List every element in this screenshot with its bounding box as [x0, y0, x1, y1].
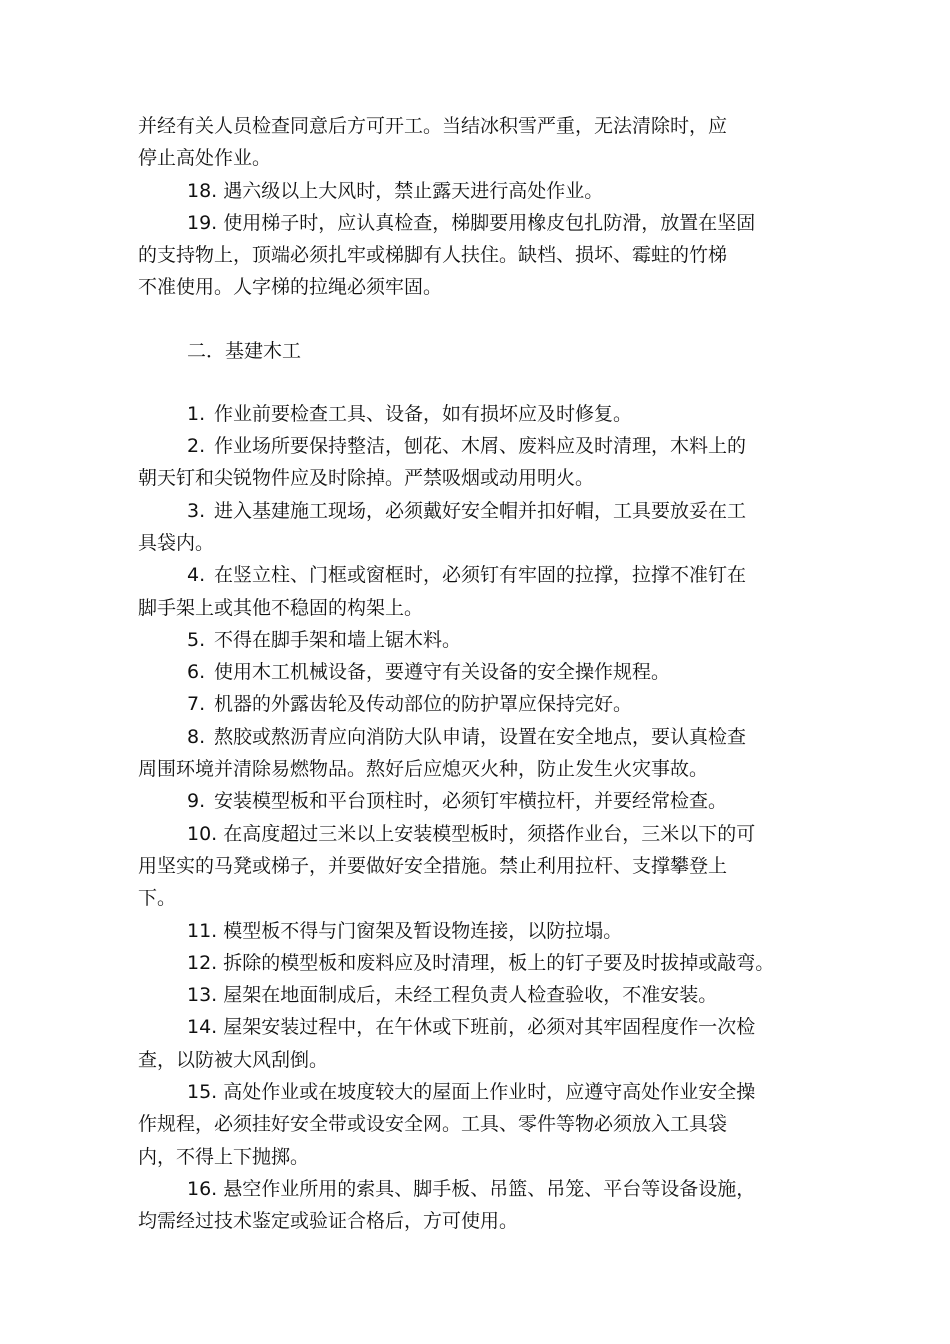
spacer: [138, 304, 828, 335]
text-line: 脚手架上或其他不稳固的构架上。: [138, 596, 424, 619]
item-text: 熬胶或熬沥青应向消防大队申请，设置在安全地点，要认真检查: [214, 725, 747, 748]
list-item: 11. 模型板不得与门窗架及暂设物连接，以防拉塌。: [187, 919, 623, 942]
item-text: 不得在脚手架和墙上锯木料。: [214, 628, 462, 651]
item-number: 9.: [187, 790, 206, 813]
list-item: 15. 高处作业或在坡度较大的屋面上作业时，应遵守高处作业安全操: [187, 1081, 756, 1104]
item-text: 使用木工机械设备，要遵守有关设备的安全操作规程。: [214, 661, 671, 684]
list-item: 14. 屋架安装过程中，在午休或下班前，必须对其牢固程度作一次检: [187, 1016, 756, 1039]
list-item: [138, 721, 828, 753]
text-line: 下。: [138, 887, 177, 910]
document-page: [138, 110, 828, 1238]
spacer: [138, 367, 828, 398]
text-line: 具袋内。: [138, 531, 215, 554]
text-line: 的支持物上，顶端必须扎牢或梯脚有人扶住。缺档、损坏、霉蛀的竹梯: [138, 244, 728, 267]
list-item: [138, 688, 828, 720]
item-text: 机器的外露齿轮及传动部位的防护罩应保持完好。: [214, 693, 633, 716]
text-line: 作规程，必须挂好安全带或设安全网。工具、零件等物必须放入工具袋: [138, 1113, 728, 1136]
item-text: 在竖立柱、门框或窗框时，必须钉有牢固的拉撑，拉撑不准钉在: [214, 564, 747, 587]
text-line: 查，以防被大风刮倒。: [138, 1048, 329, 1071]
list-item: 16. 悬空作业所用的索具、脚手板、吊篮、吊笼、平台等设备设施，: [187, 1177, 756, 1200]
item-number: 4.: [187, 564, 206, 587]
item-number: 6.: [187, 661, 206, 684]
item-number: 8.: [187, 725, 206, 748]
item-number: 7.: [187, 693, 206, 716]
item-number: 2.: [187, 435, 206, 458]
text-line: 并经有关人员检查同意后方可开工。当结冰积雪严重，无法清除时，应: [138, 115, 728, 137]
list-item: [138, 559, 828, 591]
text-line: 周围环境并清除易燃物品。熬好后应熄灭火种，防止发生火灾事故。: [138, 758, 709, 781]
text-line: 内，不得上下抛掷。: [138, 1145, 310, 1168]
list-item: [138, 656, 828, 688]
list-item: [138, 624, 828, 656]
list-item: [138, 398, 828, 430]
text-line: 朝天钉和尖锐物件应及时除掉。严禁吸烟或动用明火。: [138, 467, 595, 490]
item-number: 5.: [187, 628, 206, 651]
list-item: [138, 495, 828, 527]
text-line: 不准使用。人字梯的拉绳必须牢固。: [138, 276, 443, 299]
text-line: 均需经过技术鉴定或验证合格后，方可使用。: [138, 1210, 519, 1233]
text-line: 停止高处作业。: [138, 147, 272, 170]
item-text: 作业前要检查工具、设备，如有损坏应及时修复。: [214, 402, 633, 425]
list-item: 10. 在高度超过三米以上安装模型板时，须搭作业台，三米以下的可: [187, 822, 756, 845]
item-number: 3.: [187, 499, 206, 522]
item-text: 进入基建施工现场，必须戴好安全帽并扣好帽，工具要放妥在工: [214, 499, 747, 522]
item-text: 安装模型板和平台顶柱时，必须钉牢横拉杆，并要经常检查。: [214, 790, 728, 813]
text-line: 用坚实的马凳或梯子，并要做好安全措施。禁止利用拉杆、支撑攀登上: [138, 854, 728, 877]
section-heading: 二．基建木工: [187, 339, 302, 362]
list-item: [138, 430, 828, 462]
list-item: 12. 拆除的模型板和废料应及时清理，板上的钉子要及时拔掉或敲弯。: [187, 951, 775, 974]
item-text: 作业场所要保持整洁，刨花、木屑、废料应及时清理，木料上的: [214, 435, 747, 458]
list-item: [138, 785, 828, 817]
item-number: 1.: [187, 402, 206, 425]
list-item: 19. 使用梯子时，应认真检查，梯脚要用橡皮包扎防滑，放置在坚固: [187, 211, 756, 234]
list-item: 18. 遇六级以上大风时，禁止露天进行高处作业。: [187, 179, 604, 202]
list-item: 13. 屋架在地面制成后，未经工程负责人检查验收，不准安装。: [187, 984, 718, 1007]
